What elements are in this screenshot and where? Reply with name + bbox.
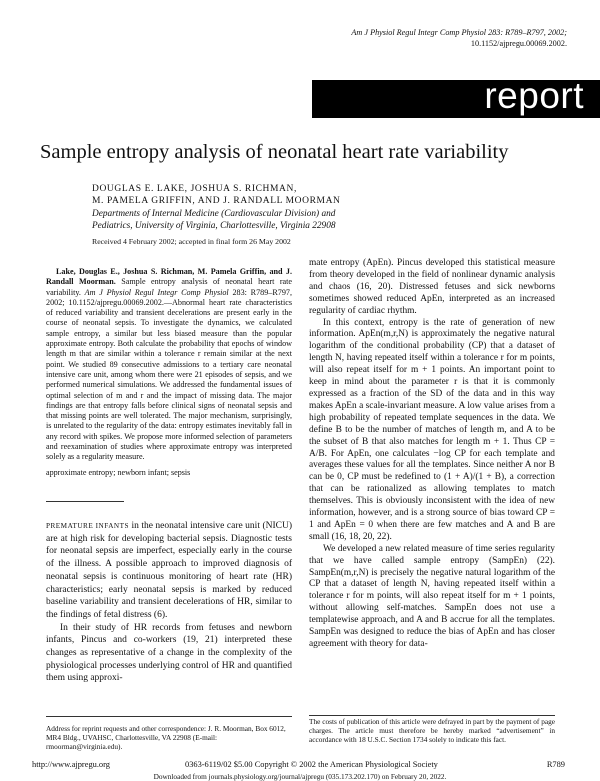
- article-type-banner: [312, 75, 600, 118]
- footnote-divider-left: [46, 716, 292, 717]
- correspondence-footnote: Address for reprint requests and other correspondence: J. R. Moorman, Box 6012, MR4 Bldg., UVAHSC, Charlottesville, VA 22908 (E-mail: rmoorman@virginia.edu).: [46, 724, 286, 751]
- col2-paragraph-1: mate entropy (ApEn). Pincus developed this statistical measure from theory developed in the field of nonlinear dynamic analysis and chaos (16, 20). Distressed fetuses and sick newborns sometimes showed reduced ApEn, interpreted as an increased regularity of cardiac rhythm.: [309, 258, 555, 316]
- citation-doi: 10.1152/ajpregu.00069.2002.: [470, 39, 567, 48]
- abstract-paragraph: [46, 267, 292, 463]
- body-paragraph-2: In their study of HR records from fetuses and newborn infants, Pincus and co-workers (19, 21) interpreted these changes as representative of a change in the complexity of the physiological processes underlying control of HR and quantified them using approxi-: [46, 622, 292, 684]
- intro-smallcaps: PREMATURE INFANTS: [46, 522, 129, 530]
- download-notice: Downloaded from journals.physiology.org/journal/ajpregu (035.173.202.170) on February 20, 2022.: [153, 772, 447, 781]
- copyright-line: 0363-6119/02 $5.00 Copyright © 2002 the American Physiological Society: [185, 760, 438, 769]
- article-title: Sample entropy analysis of neonatal heart rate variability: [40, 141, 509, 163]
- received-dates: Received 4 February 2002; accepted in final form 26 May 2002: [92, 237, 291, 246]
- journal-citation: [267, 27, 567, 49]
- col2-paragraph-2: In this context, entropy is the rate of generation of new information. ApEn(m,r,N) is approximately the negative natural logarithm of the conditional probability (CP) that a dataset of length N, having repeated itself within a tolerance r for m points, will also repeat itself for m + 1 points. An important point to keep in mind about the parameter r is that it is commonly expressed as a fraction of the SD of the data and in this way makes ApEn a scale-invariant measure. A low value arises from a high probability of repeated template sequences in the data. We define B to be the number of matches of length m, and A to be the subset of B that also matches for length m + 1. Thus CP = A/B. For ApEn, one calculates −log CP for each template and averages these values for all the templates. Since neither A nor B can be 0, CP must be redefined to (1 + A)/(1 + B), a correction that can be rationalized as allowing templates to match themselves. This is obviously inconsistent with the idea of new information, however, and is a strong source of bias toward CP = 1 and ApEn = 0 when there are few matches and A and B are small (16, 18, 20, 22).: [309, 317, 555, 542]
- section-divider: [46, 501, 124, 502]
- body-column-left: [46, 520, 292, 685]
- page-charge-footnote: The costs of publication of this article were defrayed in part by the payment of page charges. The article must therefore be hereby marked “advertisement” in accordance with 18 U.S.C. Section 1734 solely to indicate this fact.: [309, 717, 555, 744]
- abstract-journal: Am J Physiol Regul Integr Comp Physiol: [84, 287, 229, 297]
- journal-url-link[interactable]: http://www.ajpregu.org: [32, 760, 110, 769]
- intro-paragraph: [46, 520, 292, 622]
- banner-label: report: [484, 75, 584, 116]
- citation-line-1: Am J Physiol Regul Integr Comp Physiol 283: R789–R797, 2002;: [351, 28, 567, 37]
- authors-line-1: DOUGLAS E. LAKE, JOSHUA S. RICHMAN,: [92, 184, 297, 194]
- col2-paragraph-3: We developed a new related measure of time series regularity that we have called sample entropy (SampEn) (22). SampEn(m,r,N) is precisely the negative natural logarithm of the CP that a dataset of length N, having repeated itself within a tolerance r for m points, will also repeat itself for m + 1 points, without allowing self-matches. SampEn does not use a templatewise approach, and A and B accrue for all the templates. SampEn was designed to reduce the bias of ApEn and has closer agreement with theory for data-: [309, 543, 555, 649]
- affiliation-line-2: Pediatrics, University of Virginia, Charlottesville, Virginia 22908: [92, 221, 336, 232]
- affiliation-line-1: Departments of Internal Medicine (Cardiovascular Division) and: [92, 209, 336, 219]
- footnote-divider-right: [309, 715, 555, 716]
- abstract-text: 283: R789–R797, 2002; 10.1152/ajpregu.00069.2002.—Abnormal heart rate characteristics of reduced variability and transient decelerations are present early in the course of neonatal sepsis. To investigate the dynamics, we calculated sample entropy, a similar but less biased measure than the popular approximate entropy. Both calculate the probability that epochs of window length m that are similar within a tolerance r remain similar at the next point. We studied 89 consecutive admissions to a tertiary care neonatal intensive care unit, among whom there were 21 episodes of sepsis, and we performed numerical simulations. We addressed the fundamental issues of optimal selection of m and r and the impact of missing data. The major findings are that entropy falls before clinical signs of neonatal sepsis and that missing points are well tolerated. The major mechanism, surprisingly, is unrelated to the regularity of the data: entropy estimates inevitably fall in any record with spikes. We propose more informed selection of parameters and reexamination of studies where approximate entropy was interpreted solely as a regularity measure.: [46, 287, 292, 462]
- abstract-section: [46, 267, 292, 478]
- page-number: R789: [546, 760, 565, 769]
- keywords: approximate entropy; newborn infant; sepsis: [46, 467, 191, 477]
- author-list: [92, 183, 532, 207]
- abstract-lead: Lake, Douglas E., Joshua S. Richman, M. Pamela Griffin, and J. Randall Moorman.: [46, 267, 292, 287]
- body-column-right: [309, 258, 555, 651]
- affiliation: [92, 208, 532, 232]
- authors-line-2: M. PAMELA GRIFFIN, AND J. RANDALL MOORMAN: [92, 196, 341, 207]
- abstract-ref-plain: Sample entropy analysis of neonatal heart rate variability.: [46, 277, 292, 297]
- intro-text: in the neonatal intensive care unit (NICU) are at high risk for developing bacterial sepsis. Diagnostic tests for neonatal sepsis are imperfect, especially early in the course of the illness. A possible approach to improved diagnosis of neonatal sepsis is continuous monitoring of heart rate (HR) characteristics; early neonatal sepsis is marked by reduced baseline variability and transient decelerations of HR, similar to the findings of fetal distress (6).: [46, 521, 292, 620]
